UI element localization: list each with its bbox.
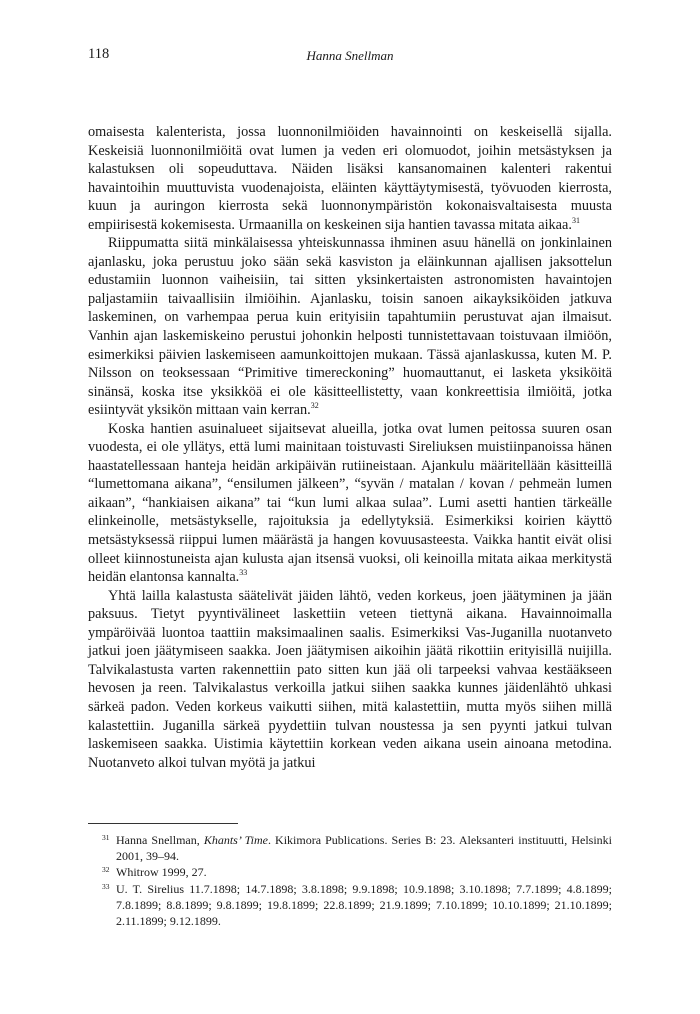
paragraph-text: Yhtä lailla kalastusta säätelivät jäiden lähtö, veden korkeus, joen jäätyminen ja jään paksuus. Tietyt pyyntivälineet laskettiin veteen tiettynä aikana. Havainnoimalla ympäröivää luontoa taattiin maksimaalinen saalis. Esimerkiksi Vas-Juganilla nuotanveto jatkui joen jäätymiseen saakka. Joen jäätymisen aikoihin jäätä rikottiin erityisillä nuijilla. Talvikalastusta varten rakennettiin pato sitten kun jää oli tarpeeksi vahvaa kestääkseen hevosen ja reen. Talvikalastus verkoilla jatkui siihen saakka kunnes jäidenlähtö uhkasi särkeä padon. Veden korkeus vaikutti siihen, mitä kalastettiin, mutta myös siihen millä kalastettiin. Juganilla särkeä pyydettiin tulvan noustessa ja sen pyynti jatkui tulvan laskemiseen saakka. Uistimia käytettiin korkean veden aikana usein ainoana metodina. Nuotanveto alkoi tulvan myötä ja jatkui: [88, 587, 612, 771]
paragraph: [88, 420, 612, 587]
paragraph: [88, 123, 612, 234]
paragraph: [88, 234, 612, 419]
footnote-number: 33: [102, 881, 110, 891]
footnote-number: 32: [102, 865, 110, 875]
paragraph-text: omaisesta kalenterista, jossa luonnonilmiöiden havainnointi on keskeisellä sijalla. Keskeisiä luonnonilmiöitä ovat lumen ja veden eri olomuodot, joihin metsästyksen ja kalastuksen oli sopeuduttava. Näiden lisäksi kansanomainen kalenteri rakentui havaintoihin muuttuvista vuodenajoista, eläinten käyttäytymisestä, työvuoden kierrosta, kuun ja auringon kierrosta sekä luonnonympäristön kokonaisvaltaisesta muusta empiirisestä kokemisesta. Urmaanilla on keskeinen sija hantien tavassa mitata aikaa.: [88, 124, 612, 233]
footnotes: [88, 832, 612, 929]
book-page: [88, 0, 612, 1014]
paragraph-text: Koska hantien asuinalueet sijaitsevat alueilla, jotka ovat lumen peitossa suuren osan vuodesta, ei ole yllätys, että lumi mainitaan toistuvasti Sireliuksen muistiinpanoissa hänen haastatellessaan hanteja heidän arkipäivän rutiineistaan. Ajankulu määritellään käsitteillä “lumettomana aikana”, “ensilumen jälkeen”, “syvän / matalan / kovan / pehmeän lumen aikaan”, “hankiaisen aikana” tai “kun lumi alkaa sulaa”. Lumi asetti hantien tärkeälle elinkeinolle, metsästykselle, rajoituksia ja edellytyksiä. Esimerkiksi koirien käyttö metsästyksessä riippui lumen määrästä ja hangen kovuusasteesta. Vaikka hantit eivät olisi olleet kiinnostuneista ajan kulusta ajan itsensä vuoksi, oli keinoilla mitata aikaa merkitystä heidän elantonsa kannalta.: [88, 420, 612, 586]
paragraph: [88, 587, 612, 772]
footnote: [88, 864, 612, 880]
footnote: [88, 881, 612, 930]
footnote-ref[interactable]: 31: [571, 215, 580, 225]
footnote-ref[interactable]: 32: [310, 401, 319, 411]
footnote-rule: [88, 823, 238, 824]
running-title: Hanna Snellman: [306, 48, 394, 63]
paragraph-text: Riippumatta siitä minkälaisessa yhteiskunnassa ihminen asuu hänellä on jonkinlainen ajanlasku, joka perustuu joko sään sekä kasviston ja eläinkunnan ajallisen jaksottelun edustamiin luonnon vaiheisiin, tai sitten yksinkertaisten astronomisten havaintojen paljastamiin taivaallisiin ilmiöihin. Ajanlasku, toisin sanoen aikayksiköiden jatkuva laskeminen, on varhempaa perua kuin erityisiin tapahtumiin perustuvat ajan ilmaisut. Vanhin ajan laskemiskeino perustui johonkin helposti tunnistettavaan toistuvaan ilmiöön, esimerkiksi päivien laskemiseen aamunkoittojen mukaan. Tässä ajanlaskussa, kuten M. P. Nilsson on teoksessaan “Primitive timereckoning” huomauttanut, ei lasketa yksiköitä sinänsä, koska itse yksikköä ei ole käsitteellistetty, vaan konkreettisia ilmiöitä, jotka esiintyvät yksikön mittaan vain kerran.: [88, 235, 612, 419]
footnote-text: Hanna Snellman,: [116, 833, 204, 847]
running-head: [88, 46, 612, 68]
page-number: 118: [88, 46, 110, 62]
footnote-text: U. T. Sirelius 11.7.1898; 14.7.1898; 3.8.1898; 9.9.1898; 10.9.1898; 3.10.1898; 7.7.1899; 4.8.1899; 7.8.1899; 8.8.1899; 9.8.1899; 19.8.1899; 22.8.1899; 21.9.1899; 7.10.1899; 10.10.1899; 21.10.1899; 2.11.1899; 9.12.1899.: [116, 881, 612, 929]
footnote-number: 31: [102, 833, 110, 842]
body-text: [88, 123, 612, 772]
footnote-ref[interactable]: 33: [239, 568, 248, 578]
footnote-text: Khants’ Time: [203, 833, 268, 847]
footnote-text: . Kikimora Publications. Series B: 23. Aleksanteri instituutti, Helsinki 2001, 39–94.: [116, 833, 613, 864]
footnote-text: Whitrow 1999, 27.: [116, 865, 207, 880]
footnote: [88, 832, 612, 864]
